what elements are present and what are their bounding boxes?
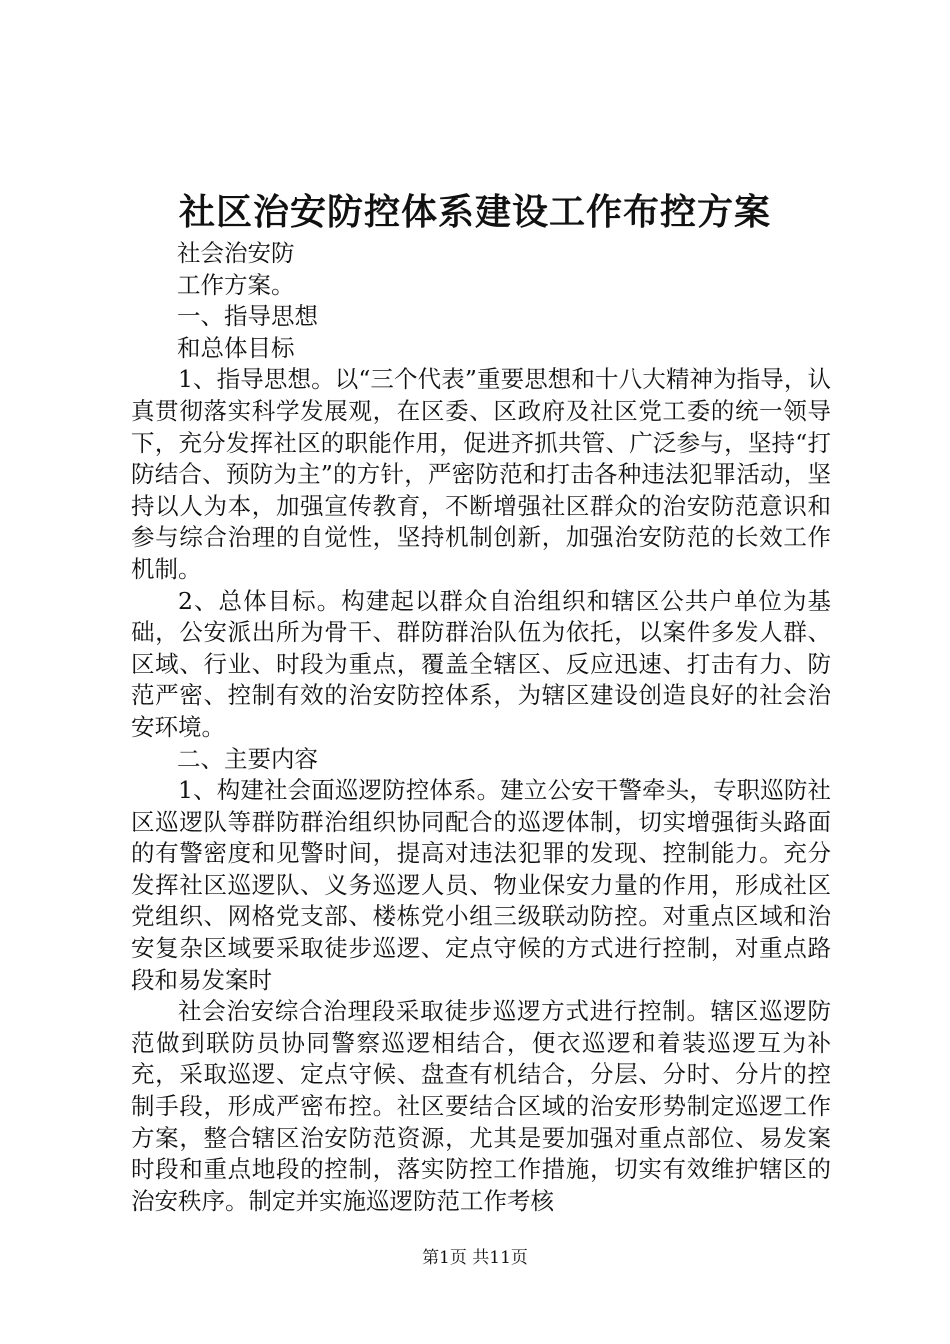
paragraph: 社会治安防 xyxy=(177,239,295,267)
paragraph: 1、指导思想。以“三个代表”重要思想和十八大精神为指导，认真贯彻落实科学发展观，在区委、区政府及社区党工委的统一领导下，充分发挥社区的职能作用，促进齐抓共管、广泛参与，坚持“打防结合、预防为主”的方针，严密防范和打击各种违法犯罪活动，坚持以人为本，加强宣传教育，不断增强社区群众的治安防范意识和参与综合治理的自觉性，坚持机制创新，加强治安防范的长效工作机制。 xyxy=(131,365,831,583)
paragraph: 1、构建社会面巡逻防控体系。建立公安干警牵头，专职巡防社区巡逻队等群防群治组织协同配合的巡逻体制，切实增强街头路面的有警密度和见警时间，提高对违法犯罪的发现、控制能力。充分发挥社区巡逻队、义务巡逻人员、物业保安力量的作用，形成社区党组织、网格党支部、楼栋党小组三级联动防控。对重点区域和治安复杂区域要采取徒步巡逻、定点守候的方式进行控制，对重点路段和易发案时 xyxy=(131,776,831,994)
section-heading: 二、主要内容 xyxy=(177,744,318,773)
page-footer: 第1页 共11页 xyxy=(422,1248,528,1268)
section-heading: 一、指导思想 xyxy=(177,302,318,331)
document-body xyxy=(131,238,831,1217)
paragraph: 和总体目标 xyxy=(177,333,295,362)
paragraph: 2、总体目标。构建起以群众自治组织和辖区公共户单位为基础，公安派出所为骨干、群防群治队伍为依托，以案件多发人群、区域、行业、时段为重点，覆盖全辖区、反应迅速、打击有力、防范严密、控制有效的治安防控体系，为辖区建设创造良好的社会治安环境。 xyxy=(131,586,831,741)
paragraph: 工作方案。 xyxy=(177,270,295,299)
paragraph: 社会治安综合治理段采取徒步巡逻方式进行控制。辖区巡逻防范做到联防员协同警察巡逻相结合，便衣巡逻和着装巡逻互为补充，采取巡逻、定点守候、盘查有机结合，分层、分时、分片的控制手段，形成严密布控。社区要结合区域的治安形势制定巡逻工作方案，整合辖区治安防范资源，尤其是要加强对重点部位、易发案时段和重点地段的控制，落实防控工作措施，切实有效维护辖区的治安秩序。制定并实施巡逻防范工作考核 xyxy=(131,997,831,1215)
page-title: 社区治安防控体系建设工作布控方案 xyxy=(178,191,771,233)
